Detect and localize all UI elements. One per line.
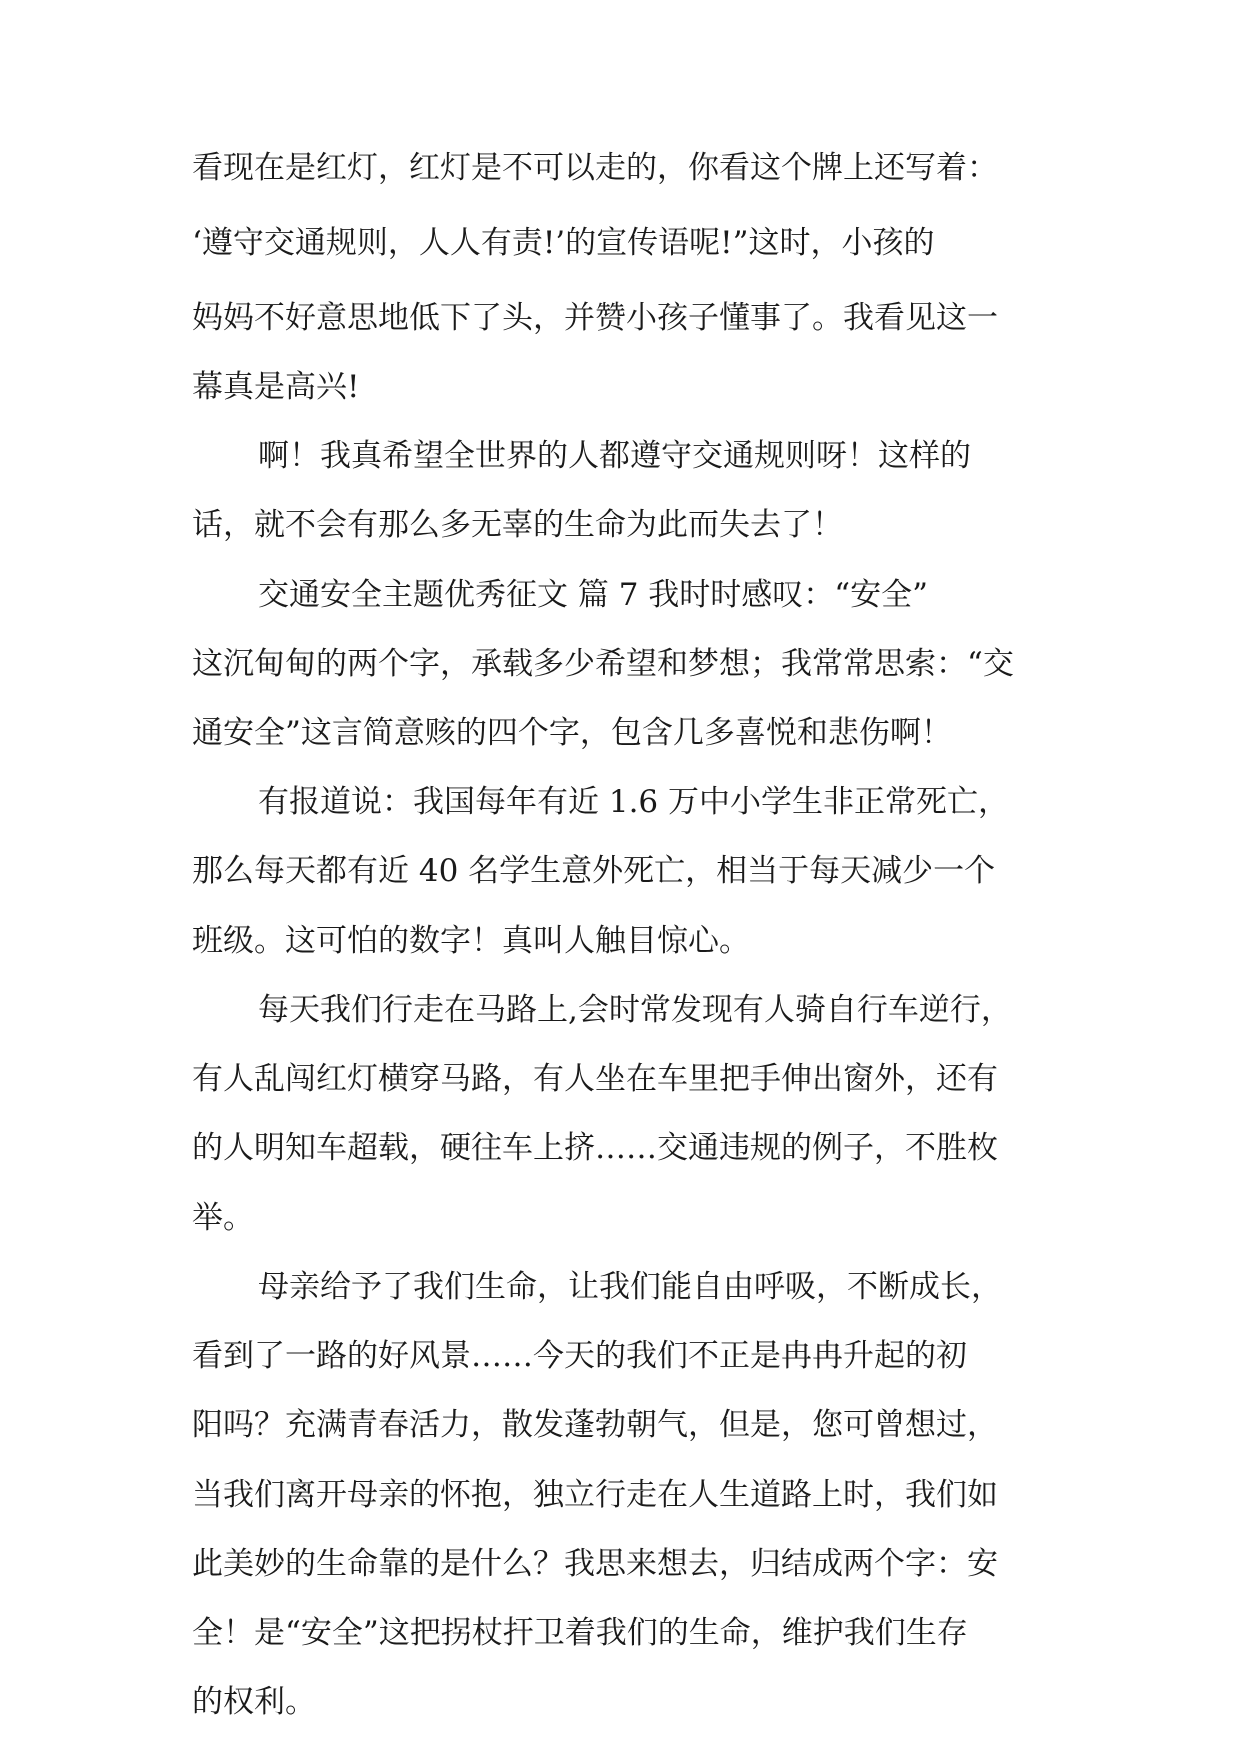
text-line: 母亲给予了我们生命，让我们能自由呼吸，不断成长， [258,1269,1002,1305]
text-line: 啊！我真希望全世界的人都遵守交通规则呀！这样的 [258,438,971,474]
text-line: 那么每天都有近 40 名学生意外死亡，相当于每天减少一个 [192,853,996,889]
text-line: 妈妈不好意思地低下了头，并赞小孩子懂事了。我看见这一 [192,300,998,336]
text-line: 话，就不会有那么多无辜的生命为此而失去了！ [192,507,843,543]
text-line: 的权利。 [192,1684,316,1720]
text-line: 有人乱闯红灯横穿马路，有人坐在车里把手伸出窗外，还有 [192,1061,998,1097]
text-line: 此美妙的生命靠的是什么？我思来想去，归结成两个字：安 [192,1546,998,1582]
text-line: 全！是“安全”这把拐杖扞卫着我们的生命，维护我们生存 [192,1615,968,1651]
text-line: 看现在是红灯，红灯是不可以走的，你看这个牌上还写着： [192,150,998,186]
text-line: 的人明知车超载，硬往车上挤……交通违规的例子，不胜枚 [192,1130,998,1166]
text-line: 当我们离开母亲的怀抱，独立行走在人生道路上时，我们如 [192,1477,998,1513]
text-line: 举。 [192,1200,254,1236]
text-line: 有报道说：我国每年有近 1.6 万中小学生非正常死亡， [258,784,1010,820]
text-line: 每天我们行走在马路上,会时常发现有人骑自行车逆行， [258,992,1012,1028]
text-line: 这沉甸甸的两个字，承载多少希望和梦想；我常常思索：“交 [192,646,1014,682]
text-line: 看到了一路的好风景……今天的我们不正是冉冉升起的初 [192,1338,967,1374]
text-line: ‘遵守交通规则，人人有责!’的宣传语呢!”这时，小孩的 [192,225,935,261]
text-line: 幕真是高兴! [192,369,360,405]
text-line: 班级。这可怕的数字！真叫人触目惊心。 [192,923,750,959]
text-line: 交通安全主题优秀征文 篇 7 我时时感叹：“安全” [258,577,928,613]
text-line: 阳吗？充满青春活力，散发蓬勃朝气，但是，您可曾想过， [192,1407,998,1443]
text-line: 通安全”这言简意赅的四个字，包含几多喜悦和悲伤啊！ [192,715,952,751]
